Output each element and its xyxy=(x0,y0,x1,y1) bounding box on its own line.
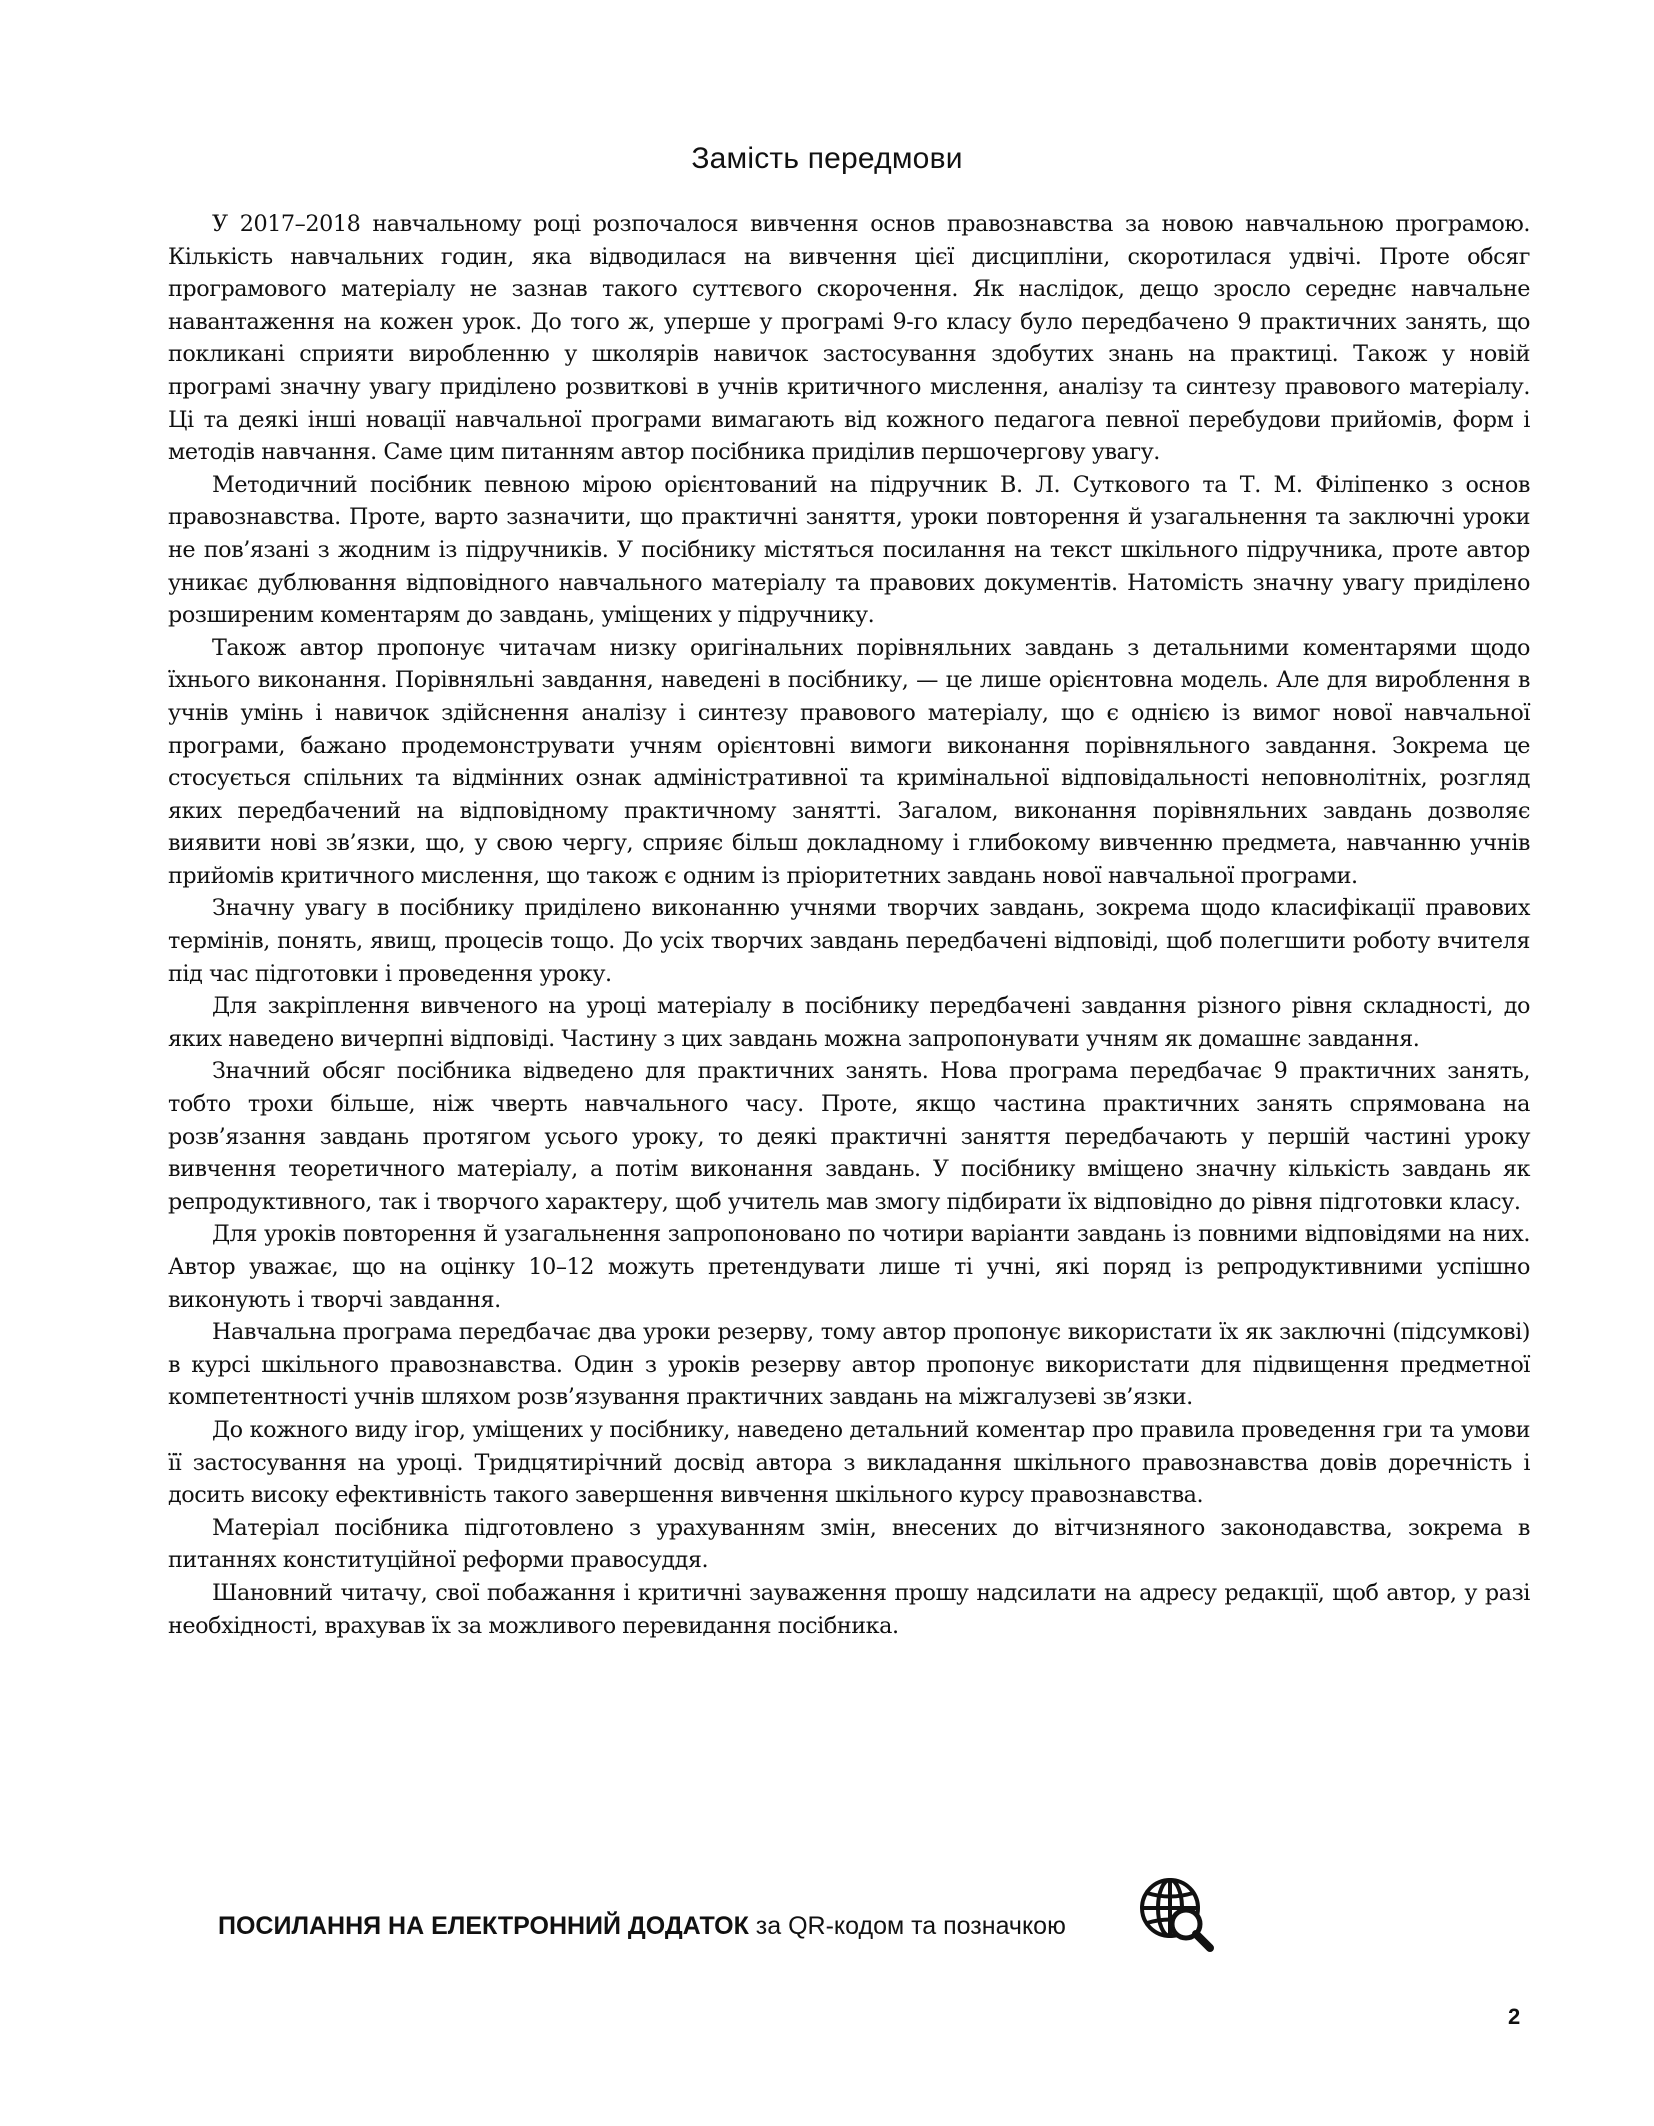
paragraph: Також автор пропонує читачам низку оригінальних порівняльних завдань з детальними коментарями щодо їхнього виконання. Порівняльні завдання, наведені в посібнику, — це лише орієнтовна модель. Але для вироблення в учнів умінь і навичок здійснення аналізу і синтезу правового матеріалу, що є однією із вимог нової навчальної програми, бажано продемонструвати учням орієнтовні вимоги виконання порівняльного завдання. Зокрема це стосується спільних та відмінних ознак адміністративної та кримінальної відповідальності неповнолітніх, розгляд яких передбачений на відповідному практичному занятті. Загалом, виконання порівняльних завдань дозволяє виявити нові зв’язки, що, у свою чергу, сприяє більш докладному і глибокому вивченню предмета, навчанню учнів прийомів критичного мислення, що також є одним із пріоритетних завдань нової навчальної програми. xyxy=(168,634,1530,889)
body-text xyxy=(168,208,1530,1642)
paragraph: Для уроків повторення й узагальнення запропоновано по чотири варіанти завдань із повними відповідями на них. Автор уважає, що на оцінку 10–12 можуть претендувати лише ті учні, які поряд із репродуктивними успішно виконують і творчі завдання. xyxy=(168,1221,1530,1313)
page-number: 2 xyxy=(1508,2004,1521,2029)
paragraph: Методичний посібник певною мірою орієнтований на підручник В. Л. Суткового та Т. М. Філіпенко з основ правознавства. Проте, варто зазначити, що практичні заняття, уроки повторення й узагальнення та заключні уроки не пов’язані з жодним із підручників. У посібнику містяться посилання на текст шкільного підручника, проте автор уникає дублювання відповідного навчального матеріалу та правових документів. Натомість значну увагу приділено розширеним коментарям до завдань, уміщених у підручнику. xyxy=(168,471,1530,629)
page-title: Замість передмови xyxy=(691,142,963,175)
globe-search-icon xyxy=(1136,1874,1216,1954)
paragraph: Значний обсяг посібника відведено для практичних занять. Нова програма передбачає 9 практичних занять, тобто трохи більше, ніж чверть навчального часу. Проте, якщо частина практичних занять спрямована на розв’язання завдань протягом усього уроку, то деякі практичні заняття передбачають у першій частині уроку вивчення теоретичного матеріалу, а потім виконання завдань. У посібнику вміщено значну кількість завдань як репродуктивного, так і творчого характеру, щоб учитель мав змогу підбирати їх відповідно до рівня підготовки класу. xyxy=(168,1058,1530,1215)
electronic-supplement-note: за QR-кодом та позначкою xyxy=(748,1912,1066,1940)
electronic-supplement-link xyxy=(218,1912,1066,1941)
paragraph: Матеріал посібника підготовлено з урахуванням змін, внесених до вітчизняного законодавства, зокрема в питаннях конституційної реформи правосуддя. xyxy=(168,1514,1530,1574)
electronic-supplement-label: ПОСИЛАННЯ НА ЕЛЕКТРОННИЙ ДОДАТОК xyxy=(218,1912,749,1940)
paragraph: Шановний читачу, свої побажання і критичні зауваження прошу надсилати на адресу редакції, щоб автор, у разі необхідності, врахував їх за можливого перевидання посібника. xyxy=(168,1579,1530,1639)
paragraph: До кожного виду ігор, уміщених у посібнику, наведено детальний коментар про правила проведення гри та умови її застосування на уроці. Тридцятирічний досвід автора з викладання шкільного правознавства довів доречність і досить високу ефективність такого завершення вивчення шкільного курсу правознавства. xyxy=(168,1416,1530,1509)
paragraph: Навчальна програма передбачає два уроки резерву, тому автор пропонує використати їх як заключні (підсумкові) в курсі шкільного правознавства. Один з уроків резерву автор пропонує використати для підвищення предметної компетентності учнів шляхом розв’язування практичних завдань на міжгалузеві зв’язки. xyxy=(168,1319,1530,1411)
paragraph: Значну увагу в посібнику приділено виконанню учнями творчих завдань, зокрема щодо класифікації правових термінів, понять, явищ, процесів тощо. До усіх творчих завдань передбачені відповіді, щоб полегшити роботу вчителя під час підготовки і проведення уроку. xyxy=(168,895,1530,987)
paragraph: Для закріплення вивченого на уроці матеріалу в посібнику передбачені завдання різного рівня складності, до яких наведено вичерпні відповіді. Частину з цих завдань можна запропонувати учням як домашнє завдання. xyxy=(168,993,1530,1052)
paragraph: У 2017–2018 навчальному році розпочалося вивчення основ правознавства за новою навчальною програмою. Кількість навчальних годин, яка відводилася на вивчення цієї дисципліни, скоротилася удвічі. Проте обсяг програмового матеріалу не зазнав такого суттєвого скорочення. Як наслідок, дещо зросло середнє навчальне навантаження на кожен урок. До того ж, уперше у програмі 9-го класу було передбачено 9 практичних занять, що покликані сприяти виробленню у школярів навичок застосування здобутих знань на практиці. Також у новій програмі значну увагу приділено розвиткові в учнів критичного мислення, аналізу та синтезу правового матеріалу. Ці та деякі інші новації навчальної програми вимагають від кожного педагога певної перебудови прийомів, форм і методів навчання. Саме цим питанням автор посібника приділив першочергову увагу. xyxy=(168,211,1530,466)
